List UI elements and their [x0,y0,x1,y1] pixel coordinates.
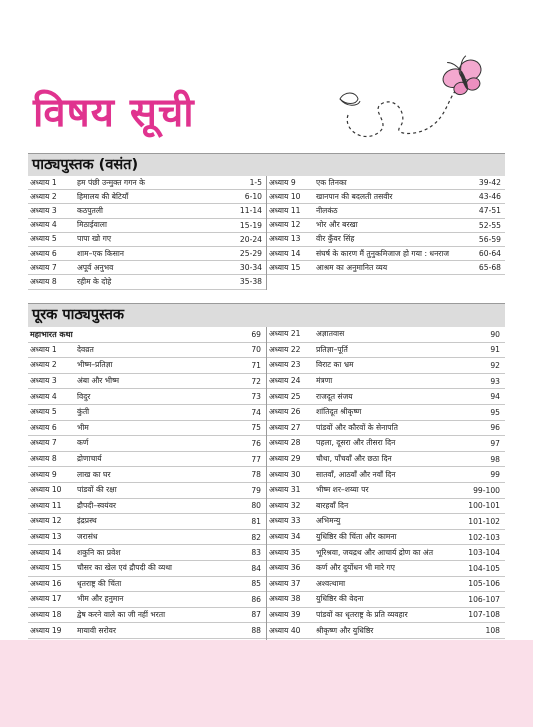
toc-chapter-title: लाख का घर [77,469,111,479]
toc-pages: 6-10 [244,192,262,202]
toc-chapter-number: अध्याय 39 [269,609,301,619]
toc-row[interactable] [28,233,266,247]
toc-row[interactable] [28,343,266,359]
toc-chapter-number: अध्याय 5 [30,234,57,244]
toc-row[interactable] [267,452,505,468]
section-heading: पूरक पाठ्यपुस्तक [28,303,505,327]
toc-row[interactable] [28,358,266,374]
toc-pages: 86 [251,594,261,604]
toc-chapter-title: भीम [77,422,89,432]
toc-chapter-title: अभिमन्यु [316,516,341,526]
toc-chapter-title: देवव्रत [77,344,94,354]
toc-chapter-title: धृतराष्ट्र की चिंता [77,578,122,588]
toc-row[interactable] [267,483,505,499]
toc-chapter-number: अध्याय 6 [30,248,57,258]
toc-chapter-number: अध्याय 36 [269,563,301,573]
toc-chapter-number: अध्याय 24 [269,376,301,386]
toc-row[interactable] [28,219,266,233]
toc-pages: 82 [251,532,261,542]
toc-chapter-title: चौसर का खेल एवं द्रौपदी की व्यथा [77,563,173,573]
toc-chapter-number: अध्याय 6 [30,422,57,432]
toc-pages: 60-64 [478,249,501,259]
toc-chapter-number: अध्याय 25 [269,391,301,401]
toc-chapter-number: अध्याय 35 [269,547,301,557]
toc-pages: 39-42 [478,178,501,188]
toc-pages: 52-55 [478,220,501,230]
toc-column-right [267,176,505,290]
toc-pages: 94 [490,392,500,402]
toc-chapter-number: अध्याय 29 [269,454,301,464]
toc-chapter-number: अध्याय 16 [30,578,62,588]
toc-chapter-title: भोर और बरखा [316,220,358,230]
toc-chapter-number: अध्याय 3 [30,205,57,215]
toc-chapter-number: अध्याय 11 [30,500,62,510]
toc-pages: 83 [251,548,261,558]
toc-chapter-title: अपूर्व अनुभव [77,262,114,272]
toc-pages: 85 [251,579,261,589]
toc-pages: 43-46 [478,192,501,202]
toc-pages: 75 [251,423,261,433]
toc-row[interactable] [267,405,505,421]
toc-chapter-title: कठपुतली [77,205,104,215]
toc-chapter-number: अध्याय 13 [30,532,62,542]
toc-row[interactable] [28,577,266,593]
toc-chapter-title: अश्वत्थामा [316,578,346,588]
supplementary-section [28,303,505,654]
toc-chapter-number: अध्याय 7 [30,262,57,272]
toc-chapter-title: भीष्म शर–शय्या पर [316,485,369,495]
toc-pages: 87 [251,610,261,620]
toc-pages: 108 [485,626,500,636]
toc-chapter-number: अध्याय 1 [30,344,57,354]
toc-chapter-title: वीर कुँवर सिंह [316,234,355,244]
toc-row[interactable] [267,436,505,452]
toc-column-right [267,327,505,654]
toc-pages: 79 [251,485,261,495]
toc-chapter-title: संघर्ष के कारण मैं तुनुकमिजाज हो गया : धनराज [316,248,450,258]
toc-row[interactable] [28,499,266,515]
toc-chapter-number: अध्याय 32 [269,500,301,510]
toc-pages: 101-102 [468,516,500,526]
toc-chapter-title: अंबा और भीष्म [77,376,120,386]
toc-row[interactable] [28,467,266,483]
toc-pages: 100-101 [468,501,500,511]
toc-row[interactable] [267,358,505,374]
toc-chapter-number: अध्याय 9 [30,469,57,479]
toc-chapter-number: अध्याय 30 [269,469,301,479]
toc-row[interactable] [267,190,505,204]
toc-chapter-number: अध्याय 14 [30,547,62,557]
toc-chapter-title: शाम–एक किसान [77,248,125,258]
toc-row[interactable] [267,327,505,343]
toc-row[interactable] [28,176,266,190]
toc-chapter-title: श्रीकृष्ण और युधिष्ठिर [316,625,374,635]
toc-pages: 102-103 [468,532,500,542]
toc-pages: 95 [490,407,500,417]
toc-chapter-number: अध्याय 2 [30,360,57,370]
toc-chapter-title: द्वेष करने वाले का जी नहीं भरता [77,609,166,619]
toc-chapter-number: अध्याय 27 [269,422,301,432]
toc-row[interactable] [267,389,505,405]
toc-row[interactable] [28,436,266,452]
toc-chapter-title: नीलकंठ [316,205,338,215]
toc-chapter-number: अध्याय 15 [30,563,62,573]
toc-chapter-title: एक तिनका [316,177,347,187]
toc-chapter-title: खानपान की बदलती तसवीर [316,191,393,201]
toc-chapter-title: शकुनि का प्रवेश [77,547,121,557]
toc-row[interactable] [267,247,505,261]
toc-row[interactable] [267,530,505,546]
toc-pages: 11-14 [239,206,262,216]
toc-row[interactable] [28,514,266,530]
toc-pages: 74 [251,407,261,417]
toc-chapter-title: कुंती [77,407,90,417]
toc-chapter-title: राजदूत संजय [316,391,353,401]
toc-chapter-number: अध्याय 7 [30,438,57,448]
toc-chapter-number: अध्याय 19 [30,625,62,635]
toc-pages: 90 [490,329,500,339]
toc-chapter-title: मिठाईवाला [77,220,107,230]
toc-chapter-title: चौथा, पाँचवाँ और छठा दिन [316,454,392,464]
toc-row[interactable] [267,608,505,624]
toc-chapter-title: रहीम के दोहे [77,276,112,286]
toc-pages: 103-104 [468,548,500,558]
section-heading: पाठ्यपुस्तक (वसंत) [28,153,505,176]
toc-chapter-title: पांडवों की रक्षा [77,485,117,495]
toc-chapter-number: अध्याय 2 [30,191,57,201]
toc-row[interactable] [267,514,505,530]
toc-chapter-number: अध्याय 8 [30,454,57,464]
toc-chapter-title: जरासंध [77,532,98,542]
toc-row[interactable] [267,233,505,247]
toc-chapter-title: पांडवों और कौरवों के सेनापति [316,422,398,432]
toc-row[interactable] [267,261,505,275]
butterfly-icon [338,55,498,150]
toc-row[interactable] [267,545,505,561]
toc-chapter-number: अध्याय 34 [269,532,301,542]
toc-chapter-title: मायावी सरोवर [77,625,117,635]
toc-chapter-title: पांडवों का धृतराष्ट्र के प्रति व्यवहार [316,609,408,619]
toc-row[interactable] [267,176,505,190]
toc-row[interactable] [267,374,505,390]
toc-chapter-title: कर्ण [77,438,89,448]
toc-pages: 35-38 [239,277,262,287]
toc-pages: 78 [251,470,261,480]
toc-chapter-title: विदुर [77,391,91,401]
toc-row[interactable] [28,608,266,624]
toc-chapter-number: अध्याय 5 [30,407,57,417]
toc-lead-row[interactable] [28,327,266,343]
toc-chapter-number: अध्याय 37 [269,578,301,588]
footer-band [0,640,533,727]
toc-pages: 91 [490,345,500,355]
toc-lead-title: महाभारत कथा [30,329,73,339]
toc-pages: 73 [251,392,261,402]
toc-pages: 107-108 [468,610,500,620]
toc-row[interactable] [28,374,266,390]
toc-row[interactable] [267,561,505,577]
toc-chapter-title: भूरिश्रवा, जयद्रथ और आचार्य द्रोण का अंत [316,547,434,557]
toc-chapter-title: बारहवाँ दिन [316,500,349,510]
toc-pages: 71 [251,360,261,370]
toc-chapter-number: अध्याय 15 [269,262,301,272]
toc-chapter-title: द्रौपदी–स्वयंवर [77,500,117,510]
toc-chapter-number: अध्याय 9 [269,177,296,187]
toc-chapter-number: अध्याय 14 [269,248,301,258]
toc-row[interactable] [267,499,505,515]
toc-pages: 56-59 [478,234,501,244]
toc-chapter-title: युधिष्ठिर की चिंता और कामना [316,532,397,542]
toc-pages: 104-105 [468,563,500,573]
toc-pages: 81 [251,516,261,526]
toc-pages: 106-107 [468,594,500,604]
page-title: विषय सूची [33,90,195,136]
toc-chapter-title: आश्रम का अनुमानित व्यय [316,262,388,272]
toc-pages: 105-106 [468,579,500,589]
toc-row[interactable] [28,530,266,546]
toc-pages: 77 [251,454,261,464]
toc-chapter-number: अध्याय 23 [269,360,301,370]
toc-chapter-number: अध्याय 40 [269,625,301,635]
toc-chapter-title: हिमालय की बेटियाँ [77,191,129,201]
toc-pages: 70 [251,345,261,355]
toc-row[interactable] [28,190,266,204]
toc-pages: 69 [251,329,261,339]
toc-row[interactable] [28,204,266,218]
toc-row[interactable] [28,247,266,261]
toc-row[interactable] [28,561,266,577]
toc-row[interactable] [28,483,266,499]
toc-chapter-title: भीष्म–प्रतिज्ञा [77,360,113,370]
toc-chapter-title: युधिष्ठिर की वेदना [316,594,364,604]
toc-chapter-number: अध्याय 12 [269,220,301,230]
toc-chapter-title: अज्ञातवास [316,329,345,339]
toc-chapter-number: अध्याय 1 [30,177,57,187]
toc-chapter-number: अध्याय 12 [30,516,62,526]
toc-row[interactable] [28,421,266,437]
toc-pages: 80 [251,501,261,511]
toc-chapter-number: अध्याय 33 [269,516,301,526]
toc-row[interactable] [28,405,266,421]
toc-column-left [28,327,267,654]
toc-chapter-title: शांतिदूत श्रीकृष्ण [316,407,362,417]
toc-chapter-number: अध्याय 28 [269,438,301,448]
toc-chapter-title: सातवाँ, आठवाँ और नवाँ दिन [316,469,396,479]
toc-pages: 99-100 [473,485,500,495]
textbook-section [28,153,505,290]
toc-chapter-title: पहला, दूसरा और तीसरा दिन [316,438,396,448]
toc-row[interactable] [28,261,266,275]
toc-chapter-title: कर्ण और दुर्योधन भी मारे गए [316,563,395,573]
toc-row[interactable] [267,623,505,639]
toc-chapter-number: अध्याय 3 [30,376,57,386]
toc-chapter-number: अध्याय 18 [30,609,62,619]
toc-pages: 25-29 [239,249,262,259]
toc-chapter-number: अध्याय 38 [269,594,301,604]
toc-pages: 99 [490,470,500,480]
toc-pages: 15-19 [239,220,262,230]
toc-row[interactable] [267,421,505,437]
toc-pages: 96 [490,423,500,433]
toc-pages: 97 [490,438,500,448]
toc-row[interactable] [267,204,505,218]
toc-chapter-number: अध्याय 21 [269,329,301,339]
toc-column-left [28,176,267,290]
toc-chapter-number: अध्याय 4 [30,391,57,401]
toc-pages: 47-51 [478,206,501,216]
toc-pages: 98 [490,454,500,464]
toc-chapter-number: अध्याय 26 [269,407,301,417]
toc-pages: 30-34 [239,263,262,273]
toc-pages: 93 [490,376,500,386]
toc-row[interactable] [28,592,266,608]
toc-row[interactable] [267,219,505,233]
toc-chapter-number: अध्याय 11 [269,205,301,215]
toc-chapter-number: अध्याय 22 [269,344,301,354]
toc-chapter-title: हम पंछी उन्मुक्त गगन के [77,177,145,187]
toc-pages: 84 [251,563,261,573]
toc-chapter-title: प्रतिज्ञा–पूर्ति [316,344,348,354]
toc-chapter-number: अध्याय 4 [30,220,57,230]
toc-row[interactable] [267,577,505,593]
toc-pages: 72 [251,376,261,386]
toc-row[interactable] [267,592,505,608]
toc-chapter-number: अध्याय 13 [269,234,301,244]
toc-chapter-title: भीम और हनुमान [77,594,124,604]
toc-pages: 88 [251,626,261,636]
toc-row[interactable] [28,275,266,289]
toc-row[interactable] [28,623,266,639]
toc-row[interactable] [28,545,266,561]
toc-row[interactable] [28,389,266,405]
toc-chapter-number: अध्याय 8 [30,276,57,286]
toc-chapter-number: अध्याय 10 [30,485,62,495]
toc-chapter-title: द्रोणाचार्य [77,454,102,464]
toc-row[interactable] [267,467,505,483]
toc-chapter-number: अध्याय 10 [269,191,301,201]
toc-pages: 1-5 [249,178,262,188]
toc-pages: 65-68 [478,263,501,273]
toc-row[interactable] [267,343,505,359]
toc-chapter-title: पापा खो गए [77,234,112,244]
toc-pages: 76 [251,438,261,448]
toc-chapter-title: मंत्रणा [316,376,333,386]
toc-pages: 92 [490,360,500,370]
toc-chapter-number: अध्याय 31 [269,485,301,495]
toc-chapter-number: अध्याय 17 [30,594,62,604]
toc-chapter-title: इंद्रप्रस्थ [77,516,97,526]
toc-chapter-title: विराट का भ्रम [316,360,354,370]
toc-row[interactable] [28,452,266,468]
toc-pages: 20-24 [239,234,262,244]
